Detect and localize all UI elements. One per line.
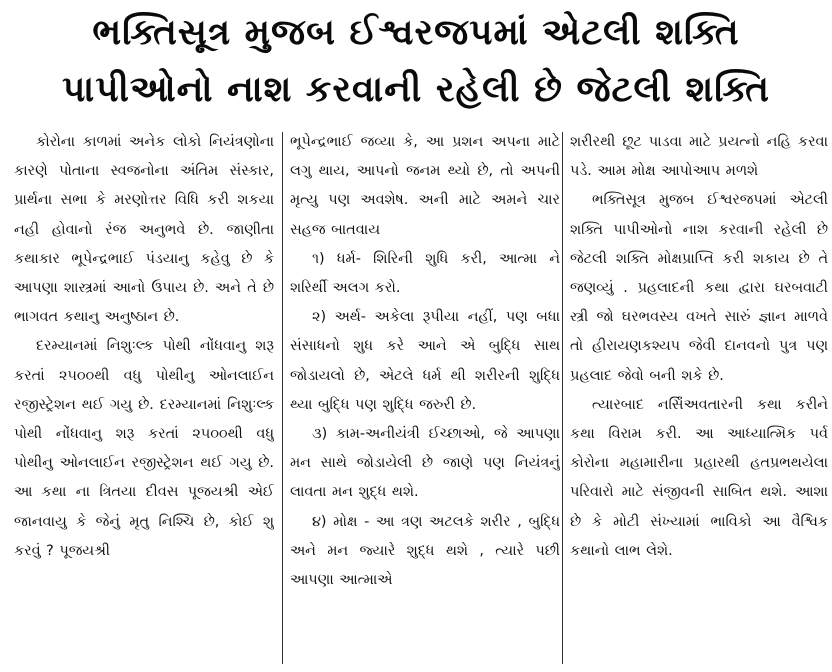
numbered-point-3: ૩) કામ-અનીયંત્રી ઈચ્છાઓ, જે આપણા મન સાથે જોડાયેલી છે જાણે પણ નિયંત્રનું લાવતા મન શુદ્ધ થશે. (290, 426, 560, 501)
column-1 (14, 128, 274, 668)
headline-line-1: ભક્તિસૂત્ર મુજબ ઈશ્વરજપમાં એટલી શક્તિ (92, 12, 740, 53)
paragraph: શરીરથી છૂટ પાડવા માટે પ્રયત્નો નહિ કરવા પડે. આમ મોક્ષ આપોઆપ મળશે (570, 134, 828, 180)
numbered-point-1: ૧) ધર્મ- શિરિની શુધિ કરી, આત્મા ને શરિર્થી અલગ કરો. (290, 250, 560, 297)
article-body (14, 128, 826, 668)
paragraph: કોરોના કાળમાં અનેક લોકો નિયંત્રણોના કારણે પોતાના સ્વજનોના અંતિમ સંસ્કાર, પ્રાર્થના સભા કે મરણોત્તર વિધિ કરી શકયા નહી હોવાનો રંજ અનુભવે છે. જાણીતા કથાકાર ભૂપેન્દ્રભાઈ પંડયાનુ કહેવુ છે કે આપણા શાસ્ત્રમાં આનો ઉપાય છે. અને તે છે ભાગવત કથાનુ અનુષ્ઠાન છે. (14, 134, 274, 326)
paragraph: દરમ્યાનમાં નિશુઃલ્ક પોથી નોંધવાનુ શરૂ કરતાં ૨૫૦૦થી વધુ પોથીનુ ઓનલાઈન રજીસ્ટ્રેશન થઈ ગયુ છે. દરમ્યાનમાં નિશુઃલ્ક પોથી નોંધવાનુ શરૂ કરતાં ૨૫૦૦થી વધુ પોથીનુ ઓનલાઈન રજીસ્ટ્રેશન થઈ ગયુ છે. આ કથા ના ત્રિતયા દીવસ પૂજયશ્રી એઈ જાનવાયુ કે જેનું મૃતુ નિશ્ચિ છે, કોઈ શુ કરવું ? પૂજયશ્રી (14, 338, 274, 559)
column-3 (570, 128, 828, 668)
headline-line-2: પાપીઓનો નાશ કરવાની રહેલી છે જેટલી શક્તિ (62, 69, 770, 110)
paragraph: ત્યારબાદ નર્સિંઅવતારની કથા કરીને કથા વિરામ કરી. આ આધ્યાત્મિક પર્વ કોરોના મહામારીના પ્રહારથી હતપ્રભથયેલા પરિવારો માટે સંજીવની સાબિત થશે. આશા છે કે મોટી સંખ્યામાં ભાવિકો આ વૈશ્વિક કથાનો લાભ લેશે. (570, 396, 828, 559)
numbered-point-2: ૨) અર્થ- અકેલા રૂપીયા નહીં, પણ બધા સંસાધનો શુધ કરે આને એ બુદ્ધિ સાથ જોડાયલો છે, એટલે ધર્મ થી શરીરની શુદ્ધિ થ્યા બુદ્ધિ પણ શુદ્ધિ જરુરી છે. (290, 309, 560, 413)
numbered-point-4: ૪) મોક્ષ - આ ત્રણ અટલકે શરીર , બુદ્ધિ અને મન જ્યારે શુદ્ધ થશે , ત્યારે પછી આપણા આત્માએ (290, 513, 560, 589)
paragraph: ભક્તિસૂત્ર મુજબ ઈશ્વરજપમાં એટલી શક્તિ પાપીઓનો નાશ કરવાની રહેલી છે જેટલી શક્તિ મોક્ષપ્રાપ્તિ કરી શકાય છે તે જણવ્યું . પ્રહલાદની કથા દ્વારા ઘરબવાટી સ્ત્રી જો ઘરભવસ્ય વખતે સારું જ્ઞાન માળવે તો હીરાયણકશ્યપ જેવી દાનવનો પુત્ર પણ પ્રહલાદ જેવો બની શકે છે. (570, 192, 828, 384)
article-headline (0, 4, 832, 118)
paragraph: ભૂપેન્દ્રભાઈ જવ્યા કે, આ પ્રશન અપના માટે લગુ થાય, આપનો જનમ થ્યો છે, તો અપની મૃત્યુ પણ અવશેષ. અની માટે અમને ચાર સહજ બાતવાય (290, 134, 560, 238)
column-2 (290, 128, 560, 668)
